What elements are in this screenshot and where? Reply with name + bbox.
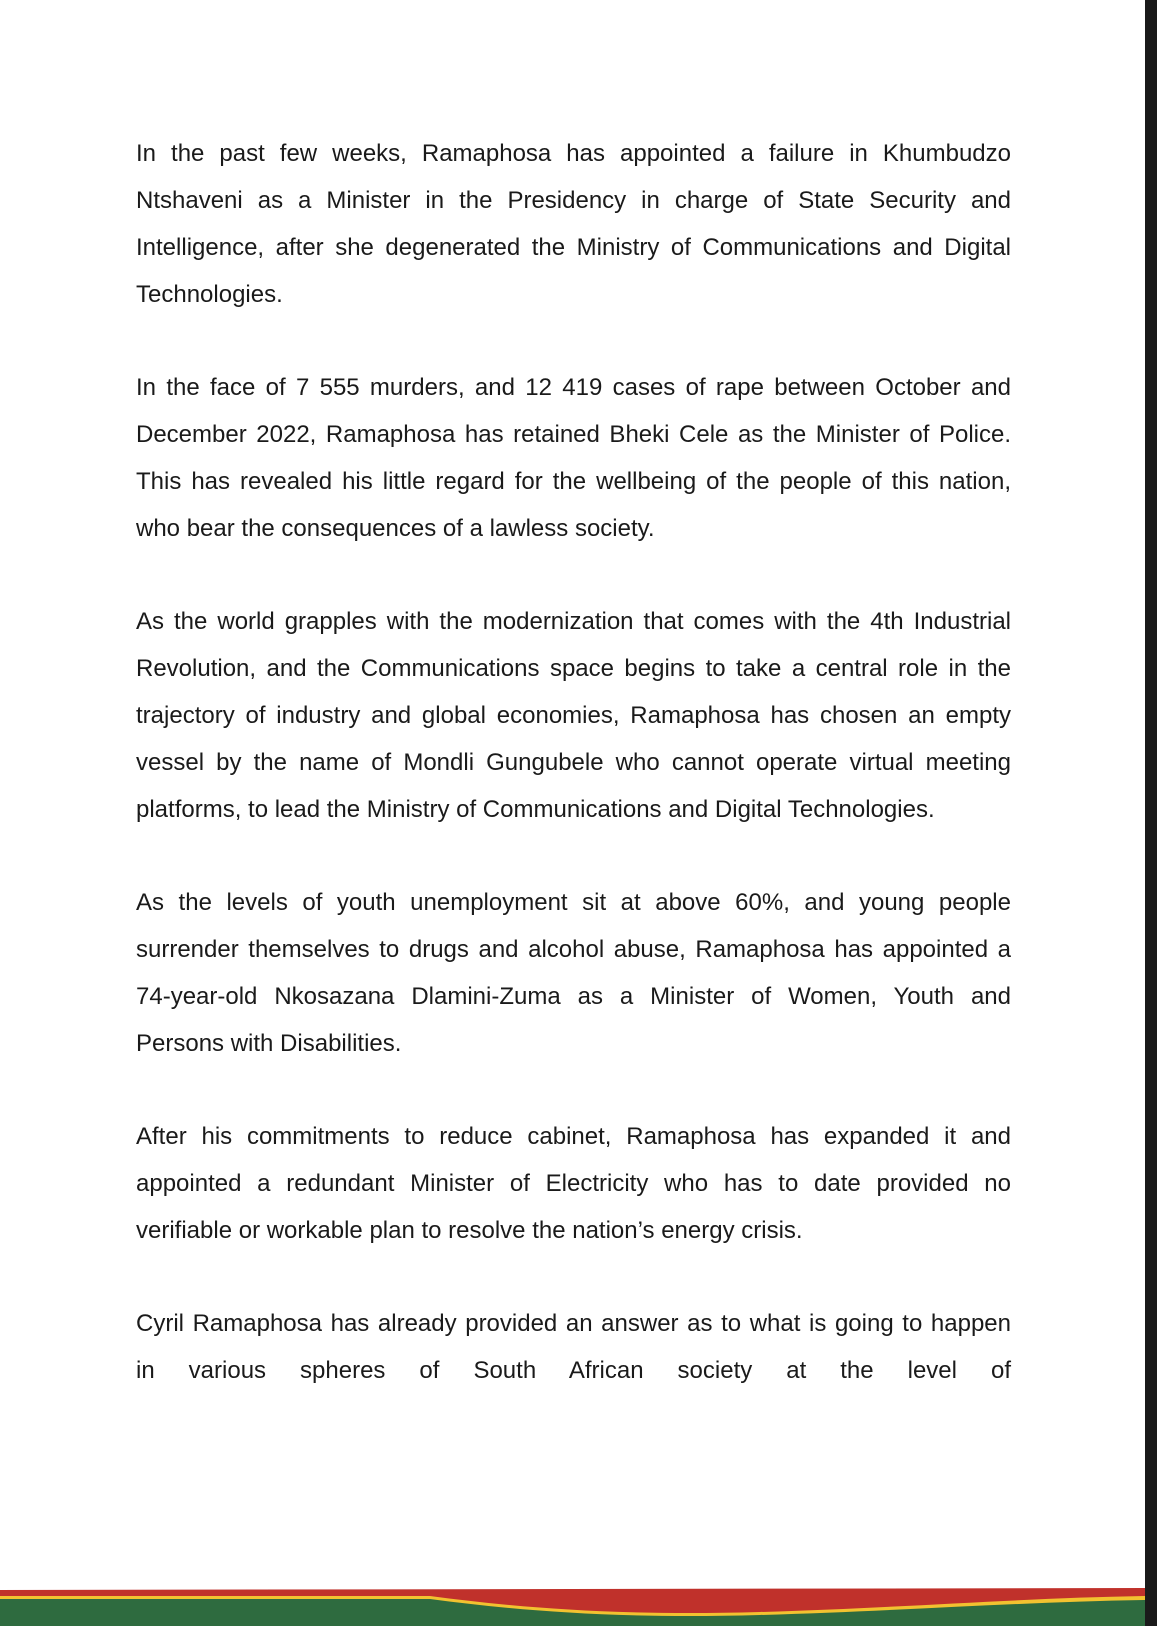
- paragraph-dlamini-zuma: As the levels of youth unemployment sit at above 60%, and young people surrender themselves to drugs and alcohol abuse, Ramaphosa has appointed a 74-year-old Nkosazana Dlamini-Zuma as a Minister of Women, Youth and Persons with Disabilities.: [136, 889, 1025, 1057]
- footer-flag-band: [0, 1566, 1145, 1626]
- footer-wave-graphic: [0, 1566, 1145, 1626]
- paragraph-ramaphosa-answer: Cyril Ramaphosa has already provided an answer as to what is going to happen in various spheres of South African society at the level of: [136, 1310, 1018, 1384]
- paragraph-gungubele: As the world grapples with the modernization that comes with the 4th Industrial Revolution, and the Communications space begins to take a central role in the trajectory of industry and global economies, Ramaphosa has chosen an empty vessel by the name of Mondli Gungubele who cannot operate virtual meeting platforms, to lead the Ministry of Communications and Digital Technologies.: [136, 608, 1018, 823]
- paragraph-cele: In the face of 7 555 murders, and 12 419 cases of rape between October and December 2022, Ramaphosa has retained Bheki Cele as the Minister of Police. This has revealed his little regard for the wellbeing of the people of this nation, who bear the consequences of a lawless society.: [136, 374, 1018, 542]
- paragraph-ntshaveni: In the past few weeks, Ramaphosa has appointed a failure in Khumbudzo Ntshaveni as a Minister in the Presidency in charge of State Security and Intelligence, after she degenerated the Ministry of Communications and Digital Technologies.: [136, 140, 1018, 308]
- page-right-edge: [1145, 0, 1157, 1626]
- paragraph-electricity: After his commitments to reduce cabinet, Ramaphosa has expanded it and appointed a redundant Minister of Electricity who has to date provided no verifiable or workable plan to resolve the nation’s energy crisis.: [136, 1123, 1018, 1244]
- document-body: [136, 130, 1025, 1440]
